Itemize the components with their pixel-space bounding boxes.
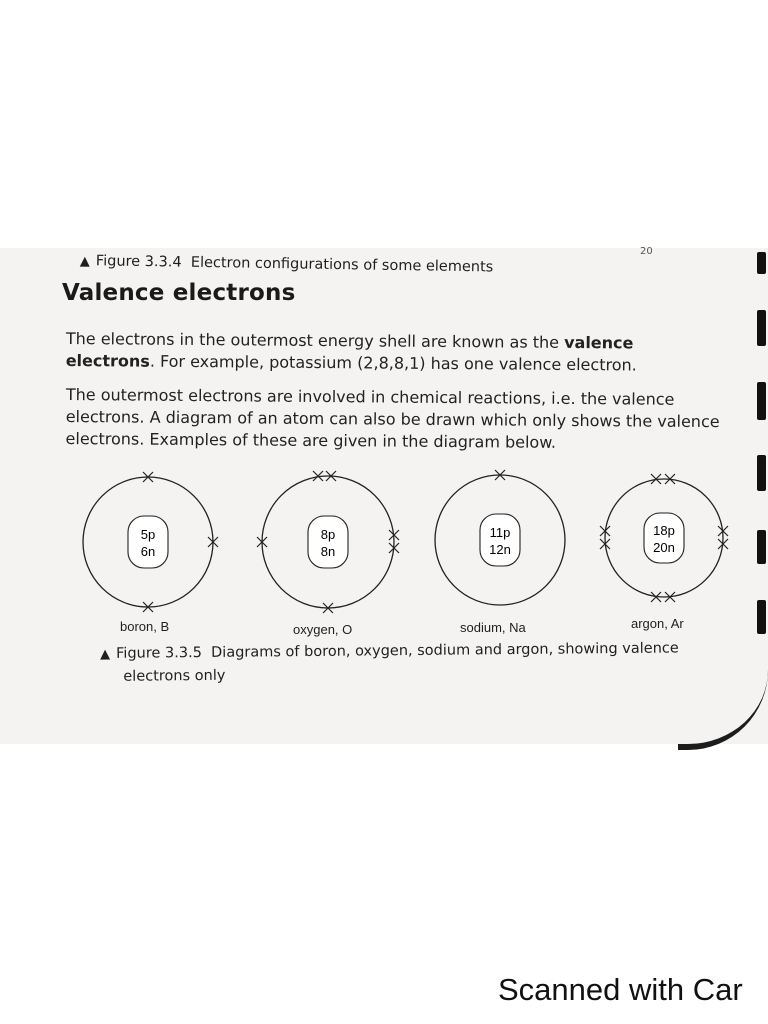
nucleus	[480, 514, 520, 566]
text-span: . For example, potassium (2,8,8,1) has one valence electron.	[149, 351, 637, 375]
edge-mark	[757, 455, 766, 491]
bold-term: electrons	[65, 350, 150, 371]
nucleus-neutrons: 20n	[653, 540, 675, 555]
figure-number: Figure 3.3.5	[116, 645, 202, 662]
nucleus-neutrons: 6n	[140, 544, 156, 559]
nucleus	[308, 516, 348, 568]
paragraph-line: electrons. A diagram of an atom can also be drawn which only shows the valence	[65, 406, 720, 432]
nucleus-neutrons: 12n	[489, 542, 511, 557]
triangle-icon: ▲	[79, 253, 90, 270]
triangle-icon: ▲	[100, 646, 111, 662]
section-heading: Valence electrons	[62, 280, 296, 306]
caption-line: electrons only	[123, 667, 226, 685]
figure-caption-text: Diagrams of boron, oxygen, sodium and argon, showing valence	[211, 640, 679, 661]
paragraph-line: The outermost electrons are involved in chemical reactions, i.e. the valence	[65, 384, 675, 409]
nucleus-protons: 8p	[320, 527, 336, 542]
paragraph-line: electrons. Examples of these are given in the diagram below.	[65, 428, 557, 452]
nucleus-protons: 11p	[489, 525, 511, 540]
nucleus-neutrons: 8n	[320, 544, 336, 559]
edge-mark	[757, 310, 766, 346]
atom-argon	[600, 474, 728, 602]
atom-sodium	[435, 470, 565, 605]
figure-caption-bottom	[100, 637, 679, 688]
nucleus	[644, 513, 684, 563]
nucleus-protons: 18p	[653, 523, 675, 538]
paragraph-valence-definition	[66, 328, 637, 376]
atom-label-oxygen: oxygen, O	[293, 622, 353, 637]
atom-label-argon: argon, Ar	[631, 616, 684, 631]
text-span: The electrons in the outermost energy shell are known as the	[65, 328, 565, 352]
paragraph-outermost-electrons	[65, 384, 719, 455]
figure-number: Figure 3.3.4	[95, 253, 182, 271]
atom-diagrams	[60, 460, 750, 620]
nucleus	[128, 516, 168, 568]
atom-oxygen	[257, 471, 399, 613]
edge-mark	[757, 600, 766, 634]
edge-mark	[757, 382, 766, 420]
atom-label-boron: boron, B	[120, 619, 170, 634]
edge-mark	[757, 530, 766, 564]
paragraph-line	[66, 350, 637, 376]
figure-caption-text: Electron configurations of some elements	[190, 254, 494, 276]
atom-boron	[83, 472, 218, 612]
atom-label-sodium: sodium, Na	[460, 620, 526, 635]
nucleus-protons: 5p	[140, 527, 156, 542]
page-number: 20	[640, 246, 653, 257]
bold-term: valence	[564, 332, 634, 353]
scanner-watermark: Scanned with Car	[498, 972, 743, 1007]
edge-mark	[757, 252, 766, 274]
